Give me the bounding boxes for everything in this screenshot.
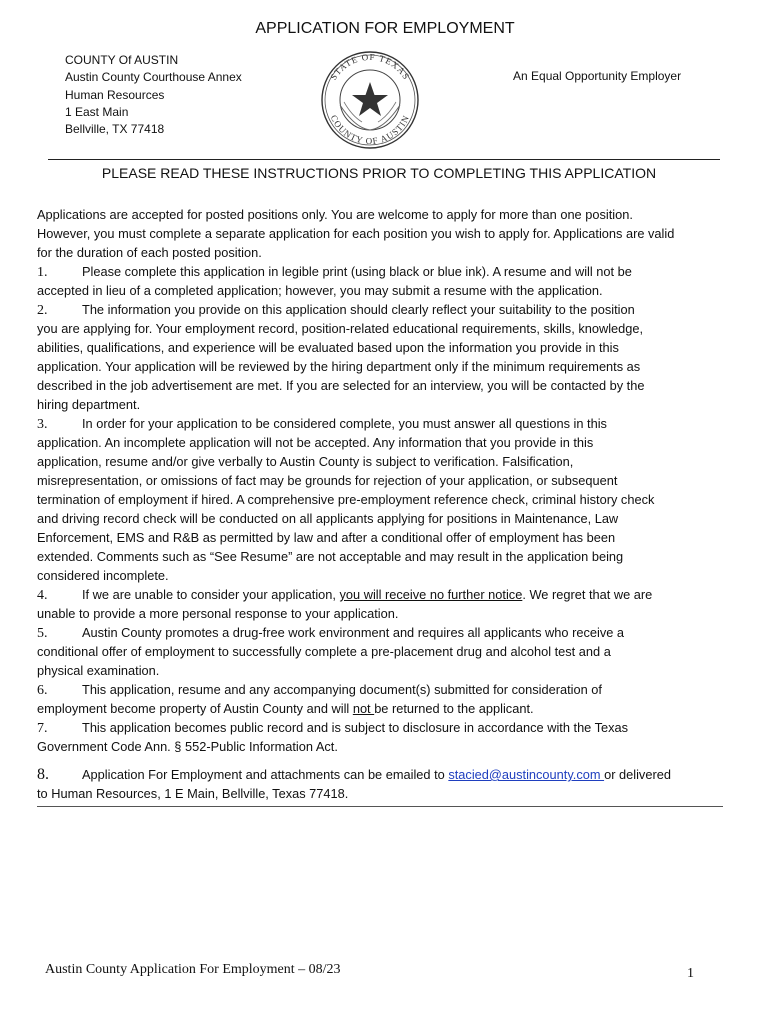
intro-line: for the duration of each posted position.	[37, 245, 262, 260]
header-divider	[48, 159, 720, 160]
address-line: COUNTY Of AUSTIN	[65, 53, 179, 67]
item-text-line: application, resume and/or give verbally to Austin County is subject to verification. Falsification,	[37, 454, 574, 469]
item-text: This application, resume and any accompanying document(s) submitted for consideration of	[82, 682, 602, 697]
seal-bottom-text: COUNTY OF AUSTIN	[328, 113, 412, 147]
item-number: 5.	[37, 626, 48, 641]
instruction-item-6	[37, 680, 737, 699]
item-text: . We regret that we are	[522, 587, 653, 602]
body-divider	[37, 806, 723, 807]
item-text-line: described in the job advertisement are met. If you are selected for an interview, you will be contacted by the	[37, 378, 645, 393]
address-line: Austin County Courthouse Annex	[65, 70, 242, 85]
page-title: APPLICATION FOR EMPLOYMENT	[255, 20, 515, 37]
item-text: or delivered	[604, 767, 671, 782]
item-text: If we are unable to consider your application,	[82, 587, 340, 602]
item-text-line: and driving record check will be conducted on all applicants applying for positions in Maintenance, Law	[37, 511, 619, 526]
item-text-line: Government Code Ann. § 552-Public Information Act.	[37, 739, 338, 754]
item-number: 2.	[37, 303, 48, 318]
instructions-body	[37, 205, 737, 803]
item-text-line: to Human Resources, 1 E Main, Bellville, Texas 77418.	[37, 786, 349, 801]
item-text: Application For Employment and attachments can be emailed to	[82, 767, 449, 782]
intro-line: Applications are accepted for posted positions only. You are welcome to apply for more than one position.	[37, 207, 633, 222]
item-number: 4.	[37, 588, 48, 603]
intro-line: However, you must complete a separate application for each position you wish to apply for. Applications are valid	[37, 226, 675, 241]
item-text-line	[37, 699, 737, 718]
address-line: Bellville, TX 77418	[65, 122, 165, 137]
not-emphasis: not	[352, 701, 375, 716]
item-text-line: application. Your application will be reviewed by the hiring department only if the minimum requirements as	[37, 359, 641, 374]
county-seal	[310, 50, 430, 150]
item-text-line: conditional offer of employment to successfully complete a pre-placement drug and alcohol test and a	[37, 644, 611, 659]
instruction-item-3	[37, 414, 737, 433]
item-text-line: considered incomplete.	[37, 568, 169, 583]
instruction-item-5	[37, 623, 737, 642]
address-line: Human Resources	[65, 87, 165, 102]
item-text: employment become property of Austin County and will	[37, 701, 353, 716]
instruction-item-7	[37, 718, 737, 737]
email-link[interactable]: stacied@austincounty.com	[448, 767, 605, 782]
item-number: 7.	[37, 721, 48, 736]
item-number: 1.	[37, 265, 48, 280]
item-text: Austin County promotes a drug-free work environment and requires all applicants who receive a	[82, 625, 625, 640]
instruction-item-4	[37, 585, 737, 604]
item-text-line: abilities, qualifications, and experience will be evaluated based upon the information you provide in this	[37, 340, 619, 355]
item-text: Please complete this application in legible print (using black or blue ink). A resume and will not be	[82, 264, 632, 279]
item-text-line: extended. Comments such as “See Resume” are not acceptable and may result in the application being	[37, 549, 624, 564]
instruction-item-2	[37, 300, 737, 319]
equal-opportunity-label: An Equal Opportunity Employer	[513, 69, 682, 83]
item-number: 3.	[37, 417, 48, 432]
item-text-line: unable to provide a more personal response to your application.	[37, 606, 399, 621]
item-text-line: application. An incomplete application will not be accepted. Any information that you provide in this	[37, 435, 594, 450]
page-number: 1	[687, 966, 694, 981]
employer-address	[65, 52, 242, 138]
item-text-line: Enforcement, EMS and R&B as permitted by law and after a conditional offer of employment has been	[37, 530, 616, 545]
item-text-line: accepted in lieu of a completed application; however, you may submit a resume with the application.	[37, 283, 603, 298]
instructions-heading: PLEASE READ THESE INSTRUCTIONS PRIOR TO COMPLETING THIS APPLICATION	[101, 165, 657, 181]
instruction-item-8	[37, 765, 737, 784]
item-number: 6.	[37, 683, 48, 698]
item-number: 8.	[37, 766, 49, 783]
item-text-line: misrepresentation, or omissions of fact may be grounds for rejection of your application, or subsequent	[37, 473, 618, 488]
no-notice-emphasis: you will receive no further notice	[339, 587, 523, 602]
item-text-line: termination of employment if hired. A comprehensive pre-employment reference check, criminal history check	[37, 492, 655, 507]
svg-text:STATE OF TEXAS	[328, 52, 412, 82]
item-text: The information you provide on this application should clearly reflect your suitability to the position	[82, 302, 635, 317]
item-text-line: you are applying for. Your employment record, position-related educational requirements, skills, knowledge,	[37, 321, 644, 336]
item-text: In order for your application to be considered complete, you must answer all questions in this	[82, 416, 607, 431]
star-seal-icon	[340, 82, 400, 130]
seal-top-text: STATE OF TEXAS	[328, 51, 412, 82]
footer-title: Austin County Application For Employment – 08/23	[45, 962, 341, 977]
item-text-line: physical examination.	[37, 663, 160, 678]
item-text: This application becomes public record and is subject to disclosure in accordance with the Texas	[82, 720, 629, 735]
instruction-item-1	[37, 262, 737, 281]
item-text-line: hiring department.	[37, 397, 141, 412]
address-line: 1 East Main	[65, 104, 129, 119]
item-text: be returned to the applicant.	[374, 701, 534, 716]
